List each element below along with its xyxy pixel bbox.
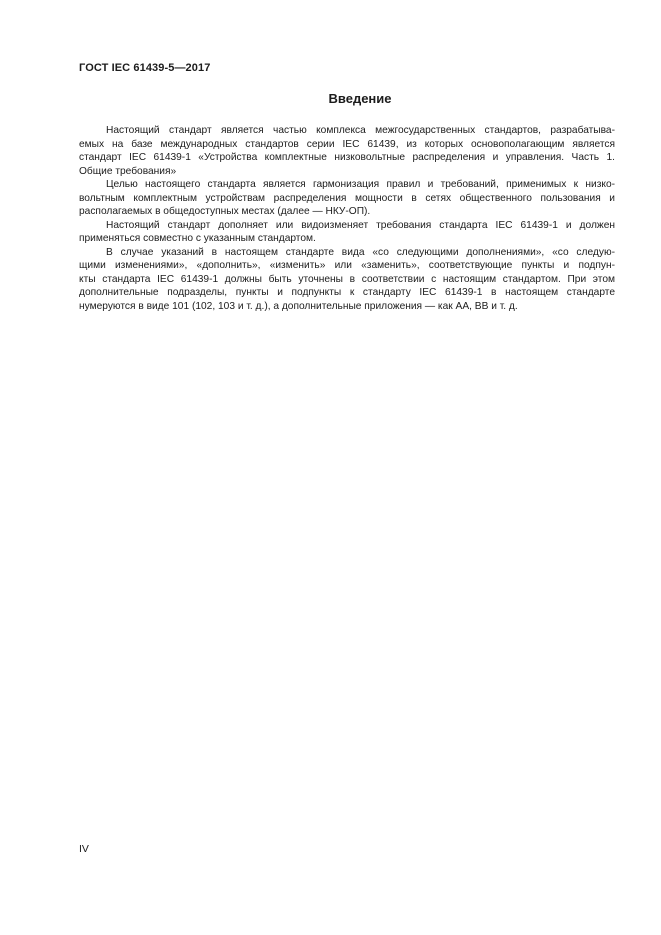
- text-line: применяться совместно с указанным стандартом.: [79, 233, 316, 244]
- paragraph: [79, 246, 615, 314]
- text-line: стандарт IEC 61439-1 «Устройства комплектные низковольтные распределения и управления. Часть 1.: [79, 152, 615, 163]
- text-line: Настоящий стандарт является частью комплекса межгосударственных стандартов, разрабатыва-: [106, 125, 615, 136]
- paragraph: [79, 219, 615, 246]
- text-line: Целью настоящего стандарта является гармонизация правил и требований, применимых к низко-: [106, 179, 615, 190]
- page-number: IV: [79, 843, 89, 855]
- paragraph: [79, 124, 615, 178]
- text-line: нумеруются в виде 101 (102, 103 и т. д.), а дополнительные приложения — как AA, BB и т. д.: [79, 300, 518, 312]
- text-line: вольтным комплектным устройствам распределения мощности в сетях общественного пользования и: [79, 192, 615, 204]
- text-line: щими изменениями», «дополнить», «изменить» или «заменить», соответствующие пункты и подпун-: [79, 260, 615, 271]
- text-line: В случае указаний в настоящем стандарте вида «со следующими дополнениями», «со следую-: [106, 246, 615, 258]
- text-line: дополнительные подразделы, пункты и подпункты к стандарту IEC 61439-1 в настоящем стандарте: [79, 287, 615, 298]
- paragraph: [79, 178, 615, 219]
- body-text: [79, 124, 615, 313]
- text-line: Общие требования»: [79, 165, 177, 177]
- section-title: Введение: [328, 91, 392, 106]
- text-line: располагаемых в общедоступных местах (далее — НКУ-ОП).: [79, 206, 371, 217]
- text-line: емых на базе международных стандартов серии IEC 61439, из которых основополагающим является: [79, 138, 615, 150]
- text-line: Настоящий стандарт дополняет или видоизменяет требования стандарта IEC 61439-1 и должен: [106, 219, 615, 231]
- document-code: ГОСТ IEC 61439-5—2017: [79, 62, 211, 74]
- text-line: кты стандарта IEC 61439-1 должны быть уточнены в соответствии с настоящим стандартом. При этом: [79, 273, 615, 285]
